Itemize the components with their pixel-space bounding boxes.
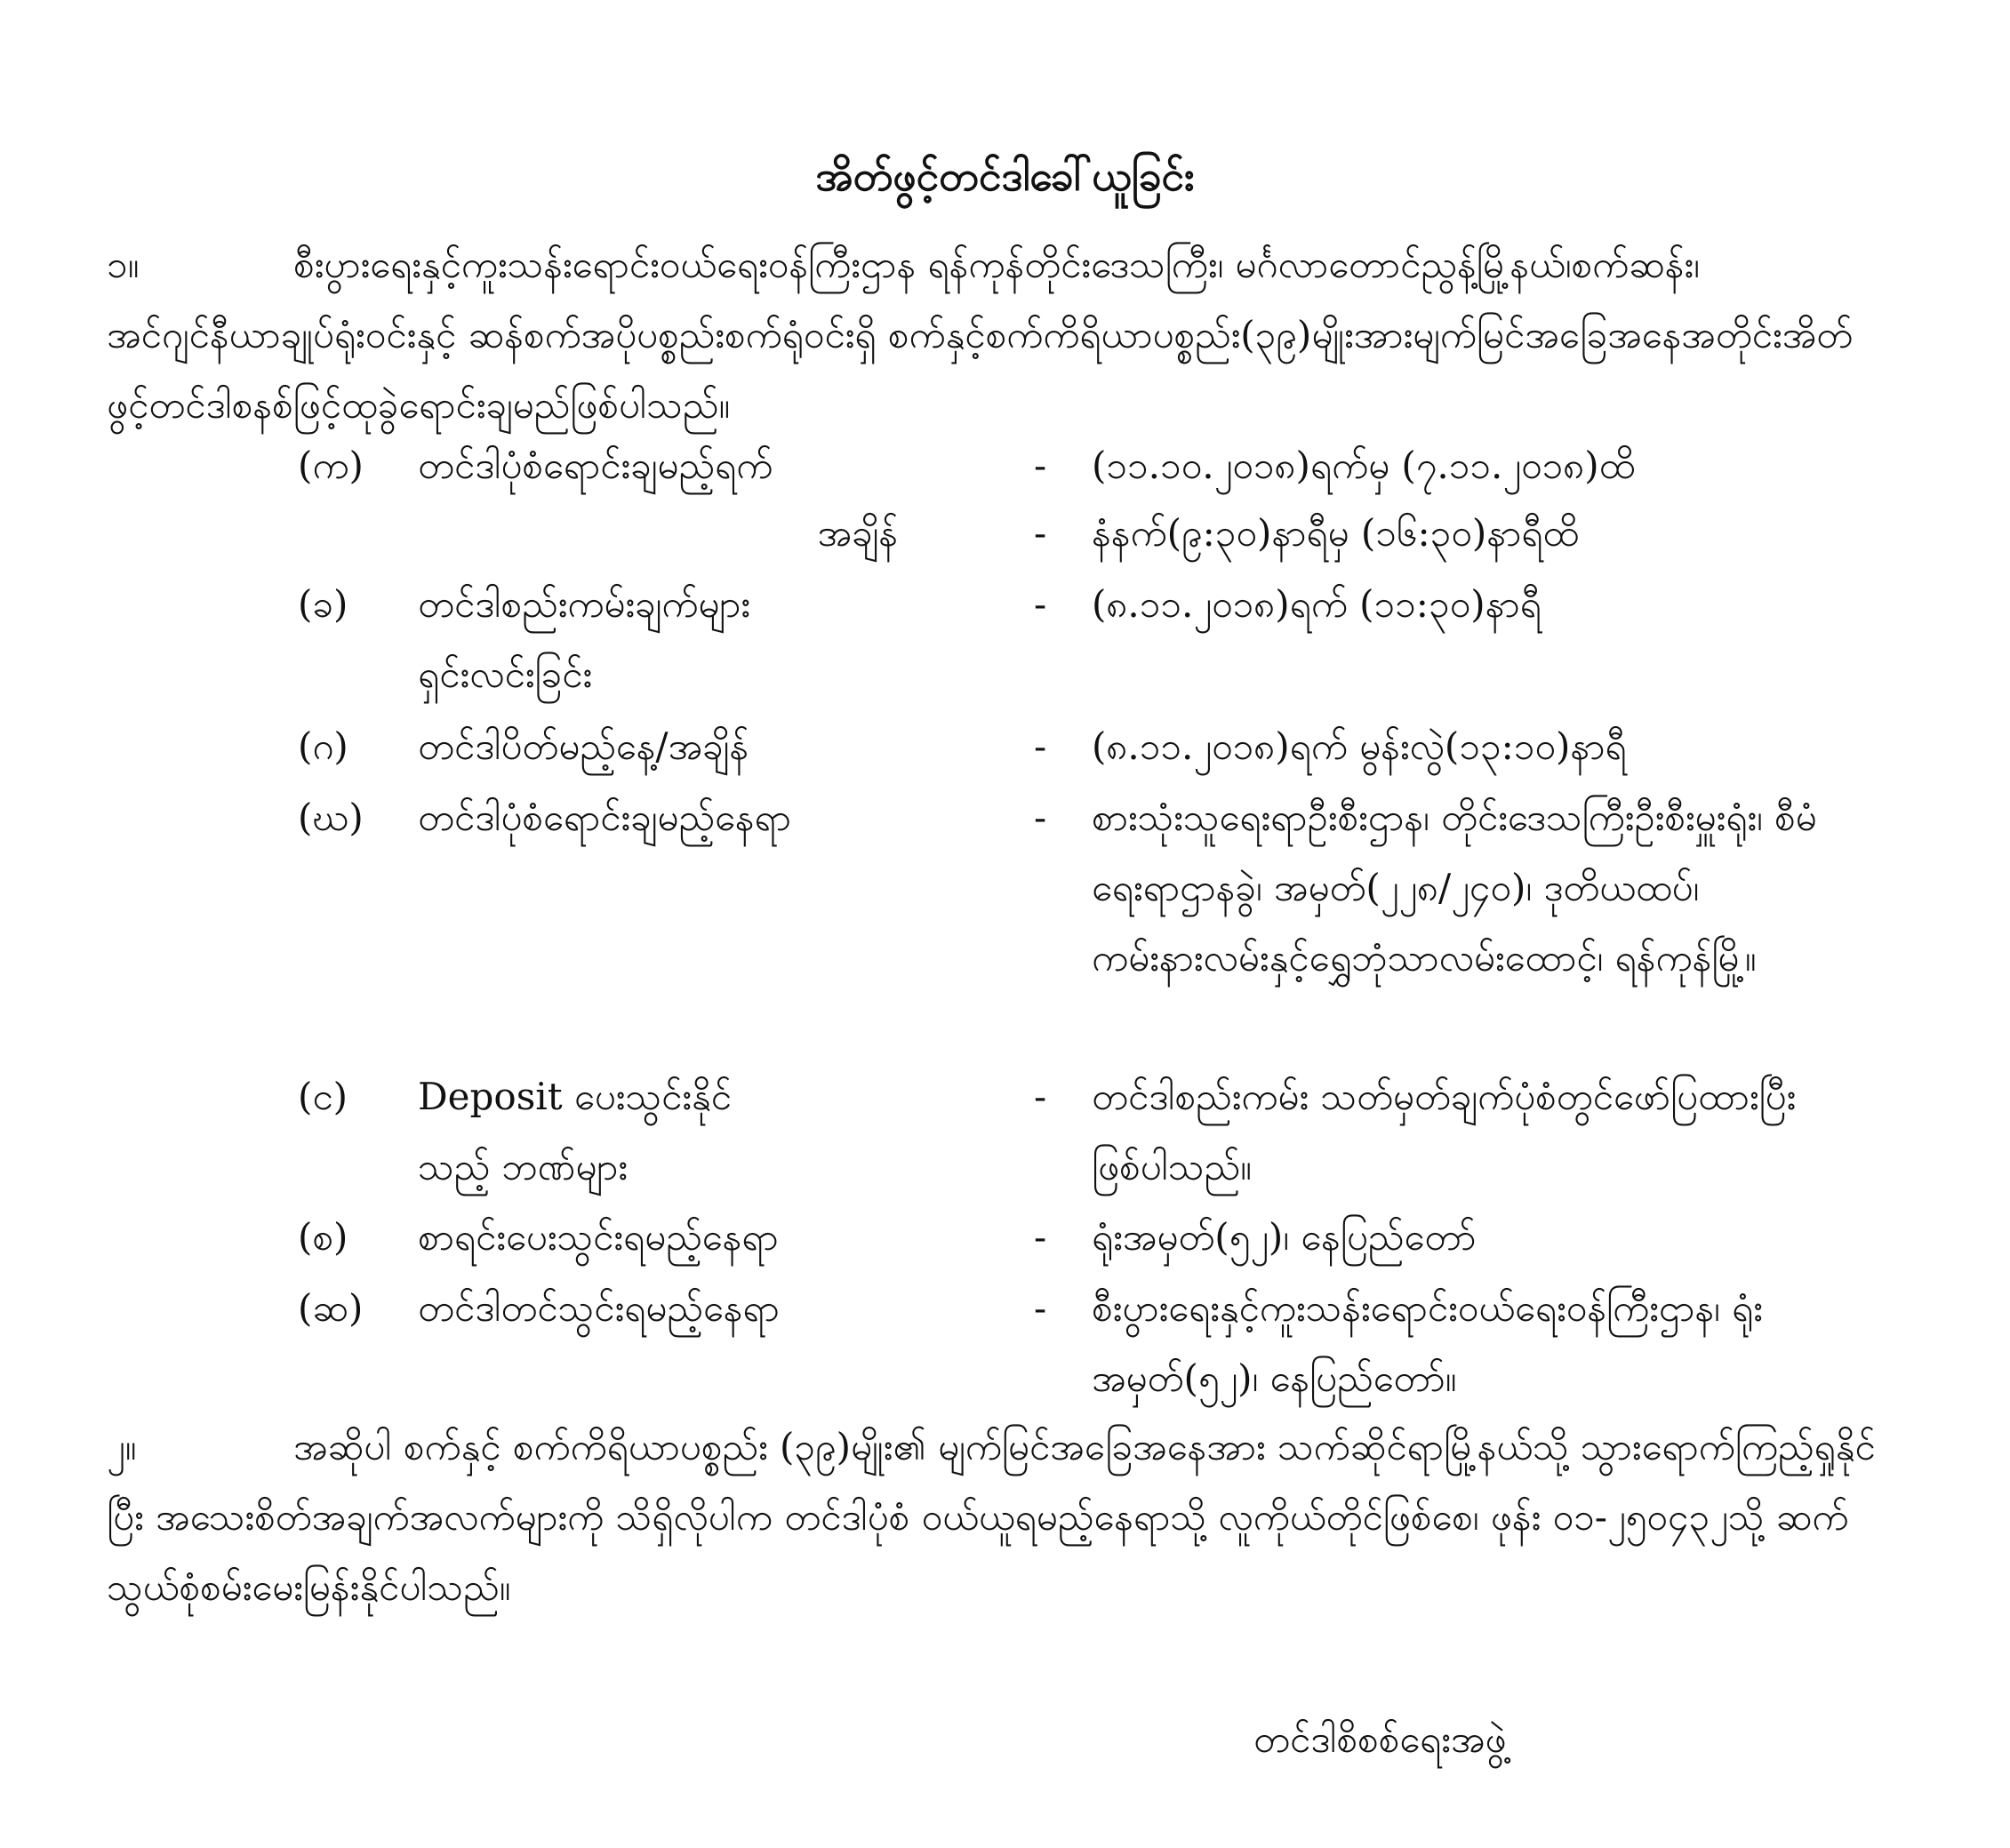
paragraph-2-text: အဆိုပါ စက်နှင့် စက်ကိရိယာပစ္စည်း (၃၉)မျိုး၏ မျက်မြင်အခြေအနေအား သက်ဆိုင်ရာမြို့နယ်သို့ သွားရောက်ကြည့်ရှုနိုင်ပြီး အသေးစိတ်အချက်အလက်များကို သိရှိလိုပါက တင်ဒါပုံစံ ဝယ်ယူရမည့်နေရာသို့ လူကိုယ်တိုင်ဖြစ်စေ၊ ဖုန်း ၀၁-၂၅၀၄၃၂သို့ ဆက်သွယ်စုံစမ်းမေးမြန်းနိုင်ပါသည်။ <box>107 1425 1876 1609</box>
item-value: (၈.၁၁.၂၀၁၈)ရက် မွန်းလွဲ(၁၃:၁၀)နာရီ <box>1092 724 1627 768</box>
paragraph-1-text: စီးပွားရေးနှင့်ကူးသန်းရောင်းဝယ်ရေးဝန်ကြီးဌာန ရန်ကုန်တိုင်းဒေသကြီး၊ မင်္ဂလာတောင်ညွန့်မြို့နယ်၊စက်ဆန်း၊ အင်ဂျင်နီယာချုပ်ရုံးဝင်းနှင့် ဆန်စက်အပိုပစ္စည်းစက်ရုံဝင်းရှိ စက်နှင့်စက်ကိရိယာပစ္စည်း(၃၉)မျိုးအားမျက်မြင်အခြေအနေအတိုင်းအိတ်ဖွင့်တင်ဒါစနစ်ဖြင့်ထုခွဲရောင်းချမည်ဖြစ်ပါသည်။ <box>107 243 1854 427</box>
item-value: တင်ဒါစည်းကမ်း သတ်မှတ်ချက်ပုံစံတွင်ဖော်ပြထားပြီး ဖြစ်ပါသည်။ <box>1092 1075 1797 1188</box>
paragraph-2 <box>107 1412 1885 1622</box>
item-dash: - <box>1034 1075 1047 1118</box>
item-marker: (ခ) <box>298 582 348 626</box>
item-marker: (စ) <box>298 1215 348 1259</box>
item-label: တင်ဒါပိတ်မည့်နေ့/အချိန် <box>418 724 749 768</box>
item-label: စာရင်းပေးသွင်းရမည့်နေရာ <box>418 1215 779 1259</box>
item-dash: - <box>1034 511 1047 555</box>
item-label: တင်ဒါပုံစံရောင်းချမည့်နေရာ <box>418 796 791 839</box>
item-label: တင်ဒါတင်သွင်းရမည့်နေရာ <box>418 1286 780 1330</box>
item-marker: (ဃ) <box>298 796 364 839</box>
paragraph-1 <box>107 229 1885 440</box>
signature: တင်ဒါစိစစ်ရေးအဖွဲ့ <box>1253 1717 1507 1761</box>
item-dash: - <box>1034 1215 1047 1259</box>
item-marker: (က) <box>298 444 364 487</box>
item-value: ရုံးအမှတ်(၅၂)၊ နေပြည်တော် <box>1092 1215 1477 1259</box>
item-label: အချိန် <box>817 511 898 555</box>
item-dash: - <box>1034 796 1047 839</box>
item-value: (၈.၁၁.၂၀၁၈)ရက် (၁၁:၃၀)နာရီ <box>1092 582 1542 626</box>
item-marker: (ဆ) <box>298 1286 364 1330</box>
item-dash: - <box>1034 582 1047 626</box>
item-label: Deposit ပေးသွင်းနိုင်သည့် ဘဏ်များ <box>418 1075 732 1188</box>
item-dash: - <box>1034 1286 1047 1330</box>
item-dash: - <box>1034 724 1047 768</box>
item-value: စီးပွားရေးနှင့်ကူးသန်းရောင်းဝယ်ရေးဝန်ကြီးဌာန၊ ရုံးအမှတ်(၅၂)၊ နေပြည်တော်။ <box>1092 1286 1763 1400</box>
item-dash: - <box>1034 444 1047 487</box>
item-value: နံနက်(၉:၃၀)နာရီမှ (၁၆:၃၀)နာရီထိ <box>1092 511 1579 555</box>
notice-title: အိတ်ဖွင့်တင်ဒါခေါ်ယူခြင်း <box>815 152 1195 200</box>
item-value: (၁၁.၁၀.၂၀၁၈)ရက်မှ (၇.၁၁.၂၀၁၈)ထိ <box>1092 444 1636 487</box>
item-marker: (င) <box>298 1075 348 1118</box>
paragraph-1-number: ၁။ <box>107 243 140 286</box>
paragraph-2-number: ၂။ <box>107 1425 137 1468</box>
item-marker: (ဂ) <box>298 724 348 768</box>
item-label: တင်ဒါစည်းကမ်းချက်များ ရှင်းလင်းခြင်း <box>418 582 750 696</box>
item-label: တင်ဒါပုံစံရောင်းချမည့်ရက် <box>418 444 773 487</box>
item-value: စားသုံးသူရေးရာဦးစီးဌာန၊ တိုင်းဒေသကြီးဦးစီးမှူးရုံး၊ စီမံရေးရာဌာနခွဲ၊ အမှတ်(၂၂၈/၂၄၀)၊ ဒုတိယထပ်၊ ကမ်းနားလမ်းနှင့်ရွှေဘုံသာလမ်းထောင့်၊ ရန်ကုန်မြို့။ <box>1092 796 1817 980</box>
